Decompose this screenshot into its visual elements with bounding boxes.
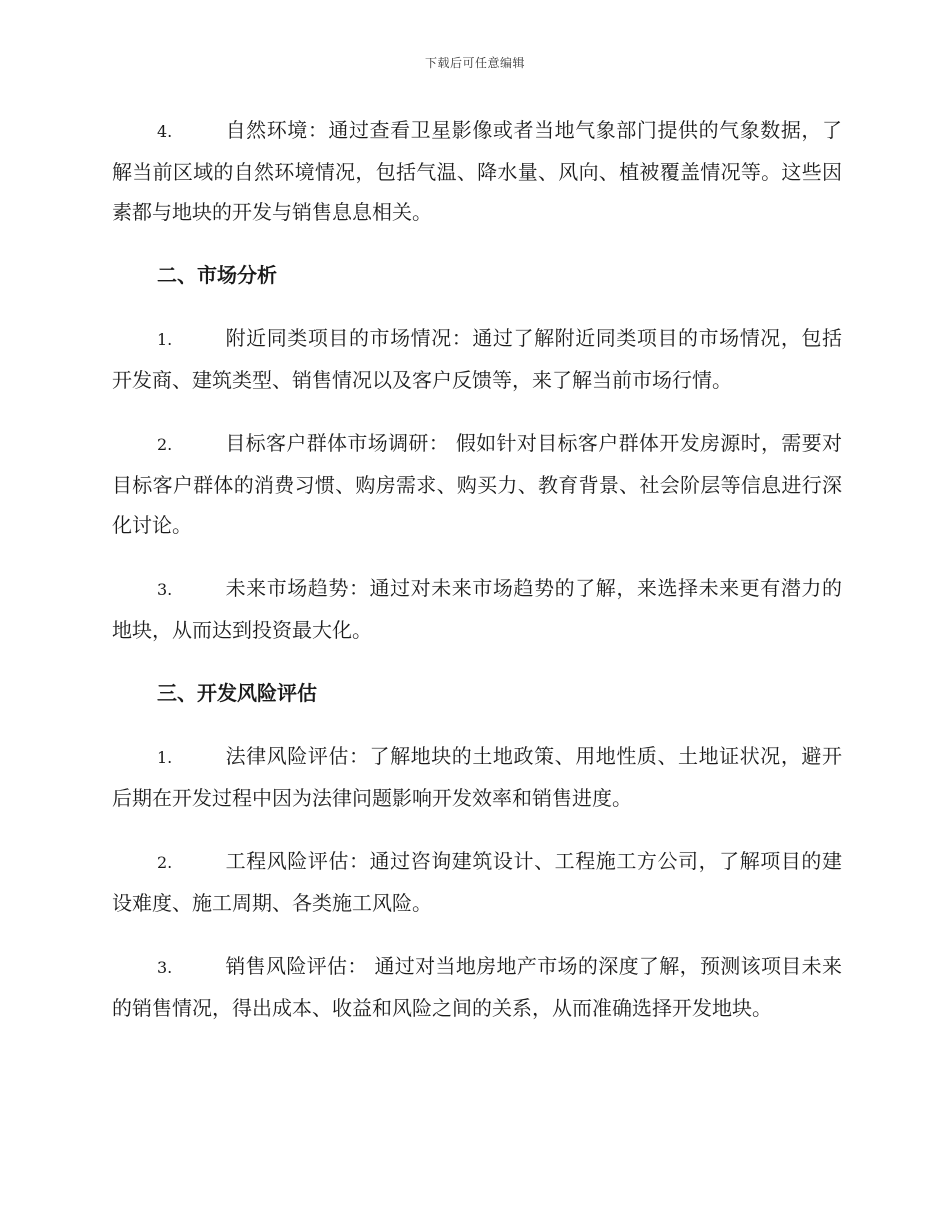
item-number: 1. bbox=[157, 330, 173, 349]
section-heading-market-analysis: 二、市场分析 bbox=[157, 263, 277, 287]
paragraph-sales-risk bbox=[112, 946, 842, 1028]
paragraph-legal-risk bbox=[112, 736, 842, 818]
item-text: 自然环境：通过查看卫星影像或者当地气象部门提供的气象数据，了解当前区域的自然环境情况，包括气温、降水量、风向、植被覆盖情况等。这些因素都与地块的开发与销售息息相关。 bbox=[112, 118, 842, 224]
paragraph-natural-environment bbox=[112, 110, 842, 232]
page-header: 下载后可任意编辑 bbox=[424, 56, 525, 70]
document-body bbox=[112, 110, 842, 1051]
item-number: 3. bbox=[157, 958, 173, 977]
item-text: 目标客户群体市场调研： 假如针对目标客户群体开发房源时，需要对目标客户群体的消费习惯、购房需求、购买力、教育背景、社会阶层等信息进行深化讨论。 bbox=[112, 431, 842, 537]
paragraph-target-customers bbox=[112, 423, 842, 545]
item-number: 4. bbox=[157, 122, 173, 141]
item-number: 1. bbox=[157, 748, 173, 767]
item-number: 3. bbox=[157, 580, 173, 599]
item-text: 法律风险评估：了解地块的土地政策、用地性质、土地证状况，避开后期在开发过程中因为法律问题影响开发效率和销售进度。 bbox=[112, 744, 842, 810]
item-text: 工程风险评估：通过咨询建筑设计、工程施工方公司，了解项目的建设难度、施工周期、各类施工风险。 bbox=[112, 849, 842, 915]
item-text: 附近同类项目的市场情况：通过了解附近同类项目的市场情况，包括开发商、建筑类型、销售情况以及客户反馈等，来了解当前市场行情。 bbox=[112, 326, 842, 392]
section-heading-risk-assessment: 三、开发风险评估 bbox=[157, 681, 317, 705]
item-text: 销售风险评估： 通过对当地房地产市场的深度了解，预测该项目未来的销售情况，得出成本、收益和风险之间的关系，从而准确选择开发地块。 bbox=[112, 954, 842, 1020]
item-number: 2. bbox=[157, 435, 173, 454]
paragraph-nearby-market bbox=[112, 318, 842, 400]
item-text: 未来市场趋势：通过对未来市场趋势的了解，来选择未来更有潜力的地块，从而达到投资最大化。 bbox=[112, 576, 842, 642]
item-number: 2. bbox=[157, 853, 173, 872]
paragraph-future-trend bbox=[112, 568, 842, 650]
paragraph-engineering-risk bbox=[112, 841, 842, 923]
